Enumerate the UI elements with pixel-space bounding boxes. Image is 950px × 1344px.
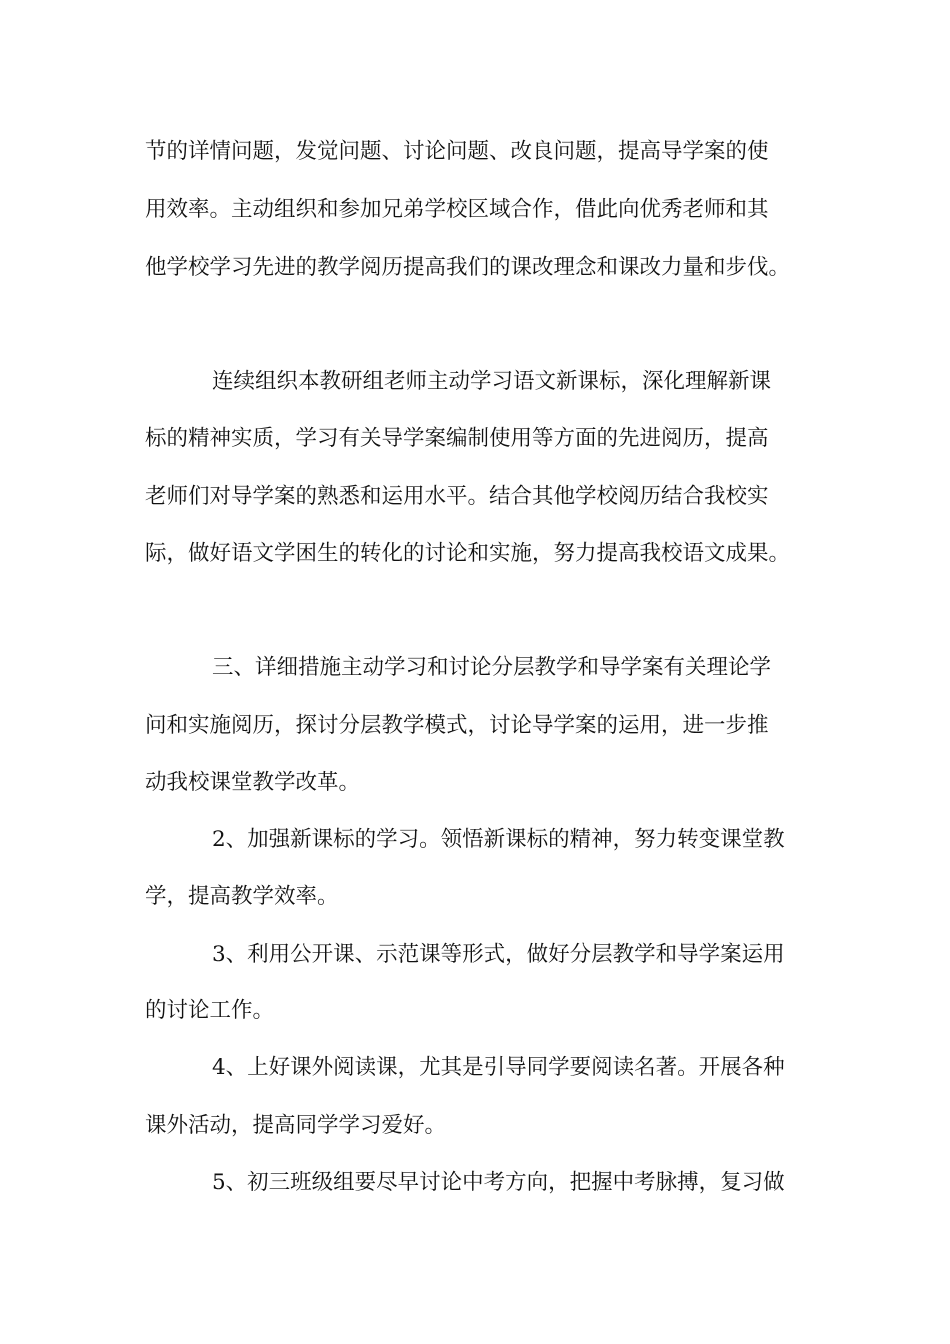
text-line: 问和实施阅历，探讨分层教学模式，讨论导学案的运用，进一步推 <box>145 713 769 738</box>
text-line: 他学校学习先进的教学阅历提高我们的课改理念和课改力量和步伐。 <box>145 255 791 280</box>
text-line: 标的精神实质，学习有关导学案编制使用等方面的先进阅历，提高 <box>145 426 769 451</box>
text-line: 动我校课堂教学改革。 <box>145 770 361 795</box>
paragraph-start-line: 连续组织本教研组老师主动学习语文新课标，深化理解新课 <box>212 369 772 394</box>
text-line: 际，做好语文学困生的转化的讨论和实施，努力提高我校语文成果。 <box>145 541 791 566</box>
text-line: 老师们对导学案的熟悉和运用水平。结合其他学校阅历结合我校实 <box>145 484 769 509</box>
text-line: 课外活动，提高同学学习爱好。 <box>145 1113 447 1138</box>
text-line: 的讨论工作。 <box>145 998 275 1023</box>
text-line: 用效率。主动组织和参加兄弟学校区域合作，借此向优秀老师和其 <box>145 197 769 222</box>
text-line: 学，提高教学效率。 <box>145 884 339 909</box>
text-line: 节的详情问题，发觉问题、讨论问题、改良问题，提高导学案的使 <box>145 139 769 164</box>
section-heading-line: 三、详细措施主动学习和讨论分层教学和导学案有关理论学 <box>212 655 772 680</box>
list-item-4: 4、上好课外阅读课，尤其是引导同学要阅读名著。开展各种 <box>212 1055 785 1080</box>
list-item-5: 5、初三班级组要尽早讨论中考方向，把握中考脉搏，复习做 <box>212 1170 785 1195</box>
list-item-3: 3、利用公开课、示范课等形式，做好分层教学和导学案运用 <box>212 942 785 967</box>
list-item-2: 2、加强新课标的学习。领悟新课标的精神，努力转变课堂教 <box>212 827 785 852</box>
